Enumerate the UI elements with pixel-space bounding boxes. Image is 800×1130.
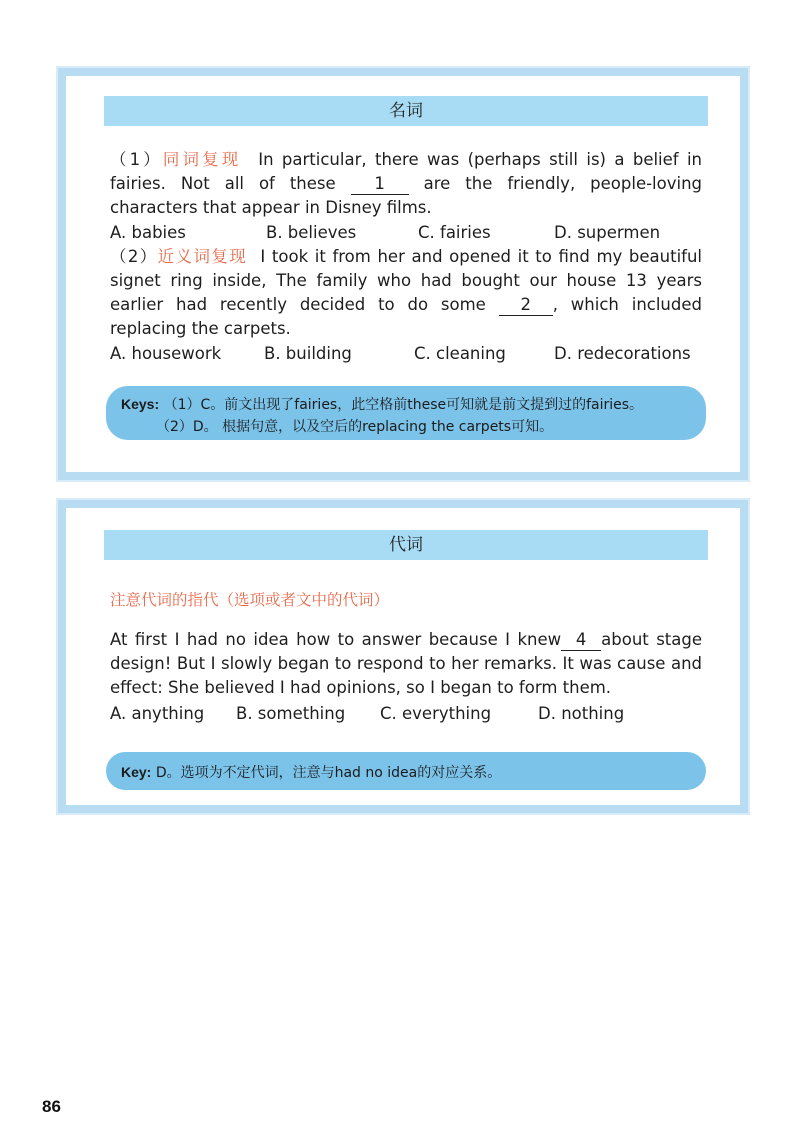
question-2-options (110, 342, 702, 366)
question-1-number: （1） (110, 150, 163, 169)
question-1-blank: 1 (351, 174, 409, 195)
question-1-options (110, 221, 702, 245)
pronoun-card (58, 500, 748, 813)
key-1-text: （1）C。前文出现了fairies，此空格前these可知就是前文提到过的fairies。 (163, 397, 644, 413)
noun-section-title: 名词 (104, 96, 708, 126)
question-2-text-before: I took it from her and opened it to find my beautiful signet ring inside, The family who had bought our house 13 years earlier had recently decided to do some (110, 247, 703, 314)
question-2-tag: 近义词复现 (157, 247, 248, 266)
question-4-text-after: about stage design! But I slowly began to respond to her remarks. It was cause and effect: She believed I had opinions, so I began to form them. (110, 630, 702, 697)
question-1 (110, 148, 702, 220)
page-number: 86 (42, 1097, 61, 1116)
key-label: Key: (121, 764, 152, 780)
q1-option-a: A. babies (110, 223, 186, 242)
q4-option-d: D. nothing (538, 704, 625, 723)
question-2 (110, 245, 702, 341)
keys-label: Keys: (121, 396, 160, 412)
q1-option-c: C. fairies (418, 223, 491, 242)
question-2-text-after: , which included replacing the carpets. (110, 295, 702, 338)
q4-option-a: A. anything (110, 704, 205, 723)
q4-option-b: B. something (236, 704, 346, 723)
question-1-tag: 同词复现 (162, 150, 242, 169)
q1-option-b: B. believes (266, 223, 357, 242)
question-4 (110, 628, 702, 700)
q2-option-a: A. housework (110, 344, 222, 363)
pronoun-section-title: 代词 (104, 530, 708, 560)
question-1-text-before: In particular, there was (perhaps still is) a belief in fairies. Not all of these (110, 150, 703, 193)
pronoun-key-box (106, 752, 706, 790)
noun-keys-box (106, 386, 706, 440)
q2-option-b: B. building (264, 344, 352, 363)
noun-card (58, 68, 748, 480)
question-4-blank: 4 (561, 630, 601, 651)
question-4-options (110, 702, 702, 726)
question-2-blank: 2 (499, 295, 553, 316)
question-1-text-after: are the friendly, people-loving characters that appear in Disney films. (110, 174, 703, 217)
question-4-text-before: At first I had no idea how to answer because I knew (110, 630, 562, 649)
q1-option-d: D. supermen (554, 223, 661, 242)
key-text: D。选项为不定代词，注意与had no idea的对应关系。 (155, 765, 502, 781)
q2-option-c: C. cleaning (414, 344, 506, 363)
question-2-number: （2） (110, 247, 158, 266)
key-2-text: （2）D。 根据句意，以及空后的replacing the carpets可知。 (156, 419, 554, 435)
q2-option-d: D. redecorations (554, 344, 691, 363)
pronoun-note: 注意代词的指代（选项或者文中的代词） (110, 591, 390, 609)
q4-option-c: C. everything (380, 704, 492, 723)
